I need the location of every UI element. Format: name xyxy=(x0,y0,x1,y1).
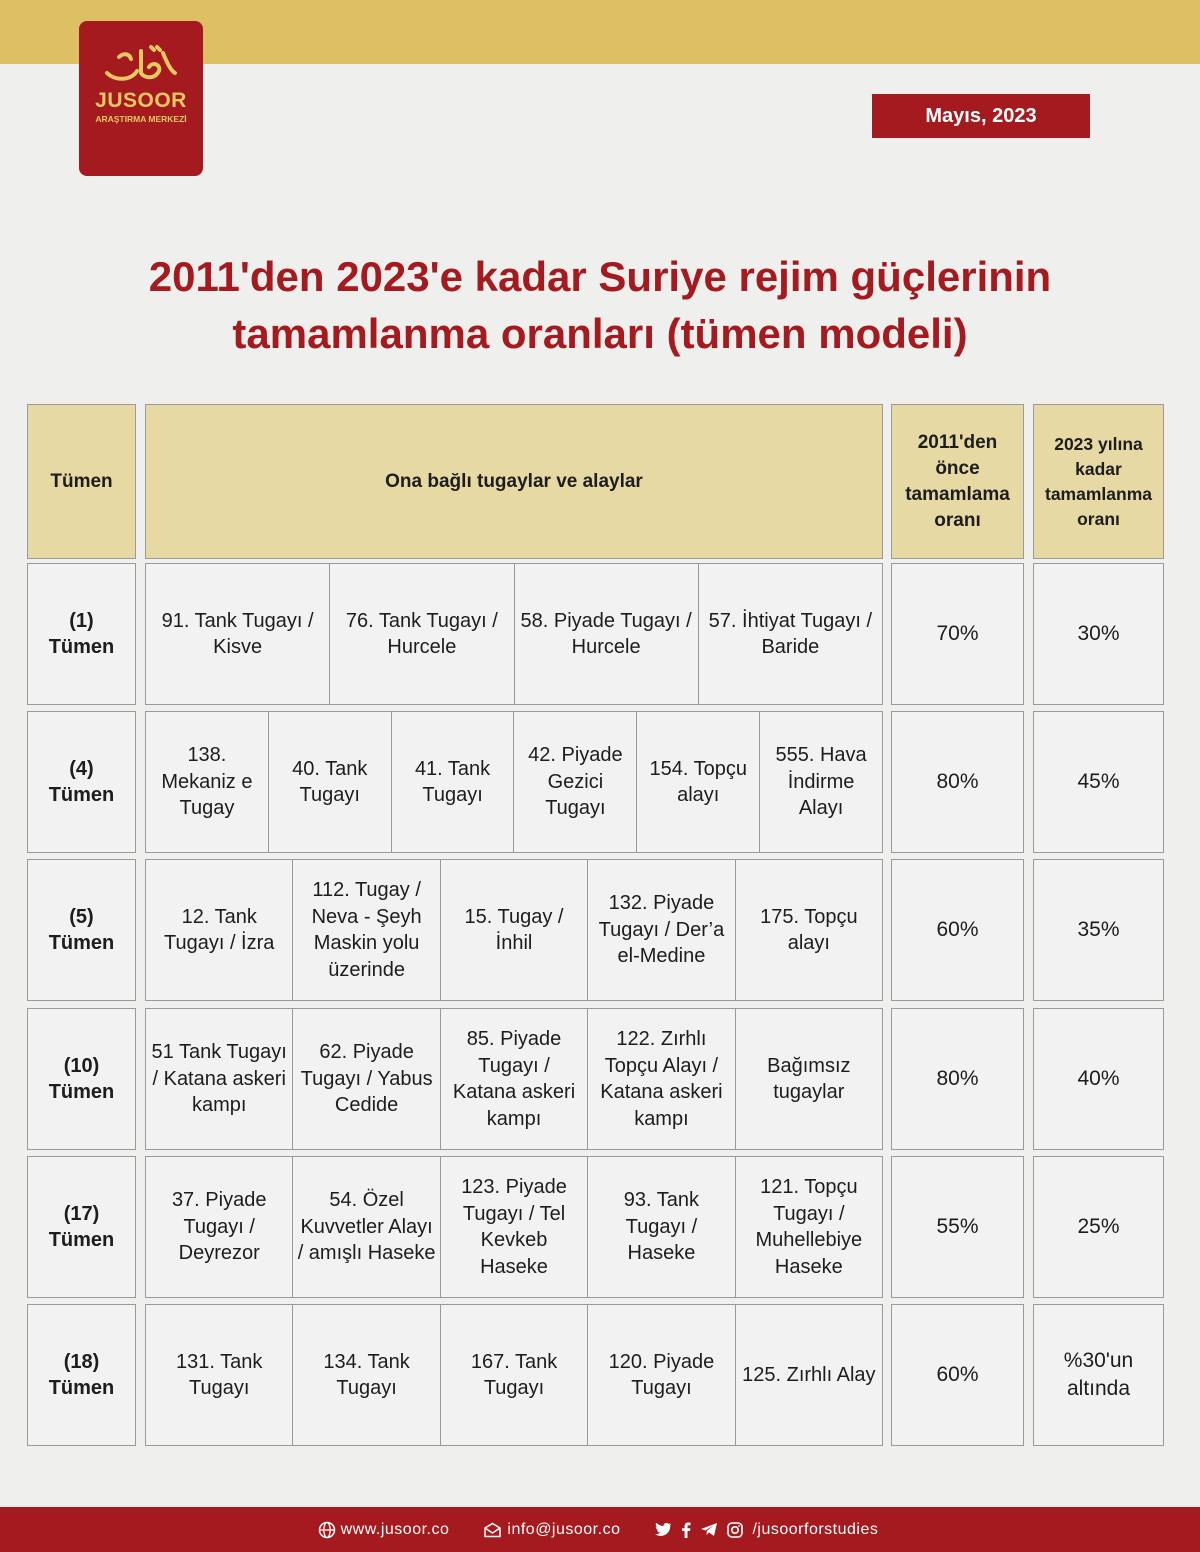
globe-icon xyxy=(318,1521,336,1539)
unit-cell: 121. Topçu Tugayı / Muhellebiye Haseke xyxy=(735,1157,882,1297)
footer xyxy=(0,1507,1200,1552)
unit-cell: Bağımsız tugaylar xyxy=(735,1009,882,1149)
unit-cell: 138. Mekaniz e Tugay xyxy=(161,744,253,820)
units-group xyxy=(145,1156,883,1298)
unit-cell: 122. Zırhlı Topçu Alayı / Katana askeri kampı xyxy=(587,1009,734,1149)
before-2011-cell: 80% xyxy=(891,1008,1024,1150)
division-cell: (1) Tümen xyxy=(27,563,136,705)
envelope-icon xyxy=(483,1522,502,1538)
division-cell: (18) Tümen xyxy=(27,1304,136,1446)
division-cell: (5) Tümen xyxy=(27,859,136,1001)
unit-cell: 167. Tank Tugayı xyxy=(440,1305,587,1445)
unit-cell: 131. Tank Tugayı xyxy=(176,1350,263,1399)
unit-cell: 37. Piyade Tugayı / Deyrezor xyxy=(171,1189,267,1265)
telegram-icon[interactable] xyxy=(700,1522,723,1537)
website-link[interactable]: www.jusoor.co xyxy=(340,1520,450,1538)
header-by-2023: 2023 yılına kadar tamamlanma oranı xyxy=(1033,404,1164,559)
header-before-2011: 2011'den önce tamamlama oranı xyxy=(891,404,1024,559)
unit-cell: 58. Piyade Tugayı / Hurcele xyxy=(514,564,698,704)
jusoor-logo xyxy=(79,21,203,176)
unit-cell: 15. Tugay / İnhil xyxy=(440,860,587,1000)
units-group xyxy=(145,711,883,853)
unit-cell: 154. Topçu alayı xyxy=(636,712,759,852)
unit-cell: 91. Tank Tugayı / Kisve xyxy=(161,609,314,658)
unit-cell: 57. İhtiyat Tugayı / Baride xyxy=(698,564,882,704)
twitter-icon[interactable] xyxy=(654,1522,677,1537)
before-2011-cell: 60% xyxy=(891,859,1024,1001)
unit-cell: 62. Piyade Tugayı / Yabus Cedide xyxy=(292,1009,439,1149)
division-cell: (10) Tümen xyxy=(27,1008,136,1150)
before-2011-cell: 80% xyxy=(891,711,1024,853)
unit-cell: 125. Zırhlı Alay xyxy=(735,1305,882,1445)
by-2023-cell: 30% xyxy=(1033,563,1164,705)
unit-cell: 120. Piyade Tugayı xyxy=(587,1305,734,1445)
by-2023-cell: 45% xyxy=(1033,711,1164,853)
unit-cell: 42. Piyade Gezici Tugayı xyxy=(513,712,636,852)
email-link[interactable]: info@jusoor.co xyxy=(507,1520,621,1538)
facebook-icon[interactable] xyxy=(681,1522,696,1538)
by-2023-cell: 35% xyxy=(1033,859,1164,1001)
header-division: Tümen xyxy=(27,404,136,559)
by-2023-cell: %30'un altında xyxy=(1033,1304,1164,1446)
title-line-1: 2011'den 2023'e kadar Suriye rejim güçlerinin xyxy=(148,253,1052,300)
header-units: Ona bağlı tugaylar ve alaylar xyxy=(145,404,883,559)
date-badge: Mayıs, 2023 xyxy=(872,94,1090,138)
unit-cell: 555. Hava İndirme Alayı xyxy=(759,712,882,852)
unit-cell: 54. Özel Kuvvetler Alayı / amışlı Haseke xyxy=(292,1157,439,1297)
social-handle[interactable]: /jusoorforstudies xyxy=(752,1520,879,1538)
unit-cell: 175. Topçu alayı xyxy=(735,860,882,1000)
unit-cell: 41. Tank Tugayı xyxy=(391,712,514,852)
units-group xyxy=(145,859,883,1001)
before-2011-cell: 55% xyxy=(891,1156,1024,1298)
page-title xyxy=(40,248,1160,362)
unit-cell: 132. Piyade Tugayı / Der’a el-Medine xyxy=(587,860,734,1000)
unit-cell: 123. Piyade Tugayı / Tel Kevkeb Haseke xyxy=(440,1157,587,1297)
before-2011-cell: 70% xyxy=(891,563,1024,705)
instagram-icon[interactable] xyxy=(727,1522,748,1538)
unit-cell: 12. Tank Tugayı / İzra xyxy=(163,905,275,954)
logo-name: JUSOOR xyxy=(95,89,187,112)
footer-email[interactable] xyxy=(483,1521,620,1539)
units-group xyxy=(145,1304,883,1446)
unit-cell: 112. Tugay / Neva - Şeyh Maskin yolu üzerinde xyxy=(292,860,439,1000)
unit-cell: 134. Tank Tugayı xyxy=(292,1305,439,1445)
unit-cell: 40. Tank Tugayı xyxy=(268,712,391,852)
footer-social[interactable] xyxy=(654,1521,882,1539)
by-2023-cell: 40% xyxy=(1033,1008,1164,1150)
unit-cell: 76. Tank Tugayı / Hurcele xyxy=(329,564,513,704)
units-group xyxy=(145,563,883,705)
by-2023-cell: 25% xyxy=(1033,1156,1164,1298)
arabic-calligraphy-logo-icon xyxy=(101,43,181,85)
division-cell: (4) Tümen xyxy=(27,711,136,853)
unit-cell: 93. Tank Tugayı / Haseke xyxy=(587,1157,734,1297)
title-line-2: tamamlanma oranları (tümen modeli) xyxy=(232,310,968,357)
division-cell: (17) Tümen xyxy=(27,1156,136,1298)
unit-cell: 51 Tank Tugayı / Katana askeri kampı xyxy=(151,1041,287,1117)
units-group xyxy=(145,1008,883,1150)
before-2011-cell: 60% xyxy=(891,1304,1024,1446)
footer-website[interactable] xyxy=(318,1521,450,1539)
unit-cell: 85. Piyade Tugayı / Katana askeri kampı xyxy=(440,1009,587,1149)
logo-subtitle: ARAŞTIRMA MERKEZİ xyxy=(95,114,187,124)
